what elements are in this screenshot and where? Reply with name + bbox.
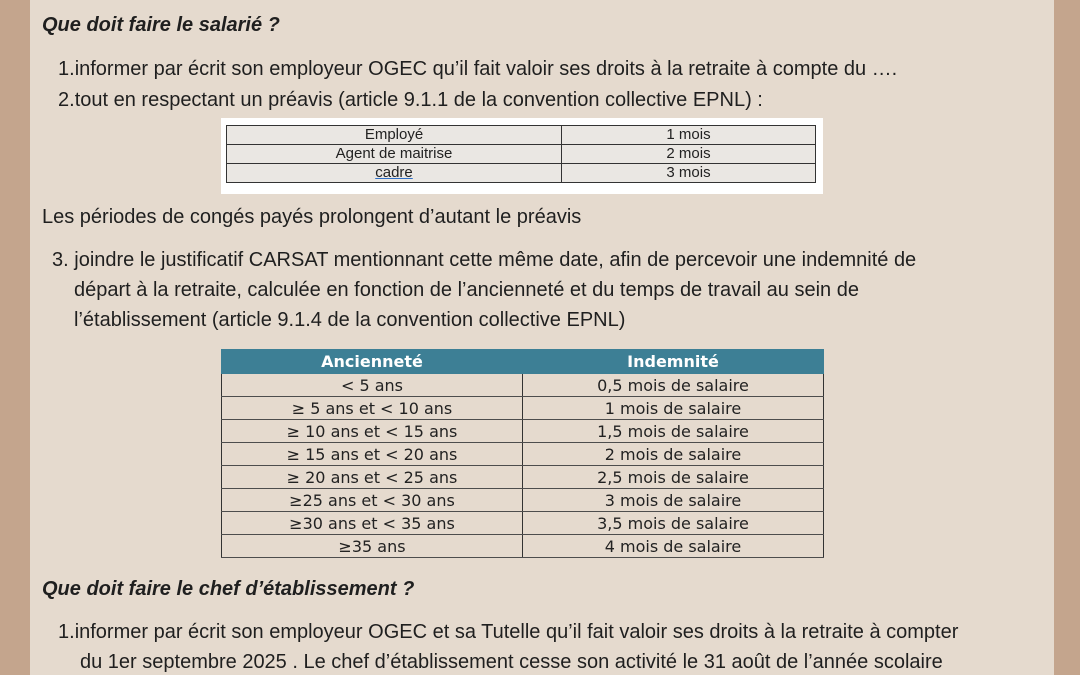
notice-table-container xyxy=(221,118,823,194)
section1-heading: Que doit faire le salarié ? xyxy=(42,14,280,36)
indemnity-cell: 3 mois de salaire xyxy=(523,489,824,512)
list-item-3-line-1 xyxy=(52,249,916,272)
list-item-3-text-1: joindre le justificatif CARSAT mentionnant cette même date, afin de percevoir une indemnité de xyxy=(74,249,917,271)
notice-table xyxy=(226,125,816,183)
indemnity-cell: 4 mois de salaire xyxy=(523,535,824,558)
table-row xyxy=(227,164,816,183)
list-item-1-text: informer par écrit son employeur OGEC qu’il fait valoir ses droits à la retraite à compte du …. xyxy=(74,58,898,80)
table-row xyxy=(222,397,824,420)
section2-item-1-text-1: informer par écrit son employeur OGEC et sa Tutelle qu’il fait valoir ses droits à la retraite à compter xyxy=(74,621,959,643)
indemnity-cell: 0,5 mois de salaire xyxy=(523,374,824,397)
list-item-2 xyxy=(58,89,763,112)
list-item-2-text: tout en respectant un préavis (article 9.1.1 de la convention collective EPNL) : xyxy=(74,89,763,111)
section2-item-1-line-1 xyxy=(58,621,958,644)
list-item-2-number: 2. xyxy=(58,89,75,111)
indemnity-cell: 1,5 mois de salaire xyxy=(523,420,824,443)
table-row xyxy=(222,489,824,512)
list-item-3-number: 3. xyxy=(52,249,69,271)
list-item-3-line-3: l’établissement (article 9.1.4 de la convention collective EPNL) xyxy=(74,309,626,331)
indemnity-cell: 2,5 mois de salaire xyxy=(523,466,824,489)
indemnity-cell: 3,5 mois de salaire xyxy=(523,512,824,535)
section2-heading: Que doit faire le chef d’établissement ? xyxy=(42,578,415,600)
indemnity-table xyxy=(221,349,824,558)
notice-category-link-text: cadre xyxy=(375,164,413,181)
notice-note: Les périodes de congés payés prolongent d’autant le préavis xyxy=(42,206,582,228)
notice-category-cell: Agent de maitrise xyxy=(227,145,562,164)
seniority-cell: ≥35 ans xyxy=(222,535,523,558)
list-item-1-number: 1. xyxy=(58,58,75,80)
seniority-cell: < 5 ans xyxy=(222,374,523,397)
indemnity-cell: 1 mois de salaire xyxy=(523,397,824,420)
header-seniority: Ancienneté xyxy=(222,350,523,374)
indemnity-cell: 2 mois de salaire xyxy=(523,443,824,466)
list-item-1 xyxy=(58,58,897,81)
notice-category-cell xyxy=(227,164,562,183)
table-row xyxy=(227,145,816,164)
seniority-cell: ≥ 15 ans et < 20 ans xyxy=(222,443,523,466)
list-item-3-line-2: départ à la retraite, calculée en fonction de l’ancienneté et du temps de travail au sein de xyxy=(74,279,859,301)
table-row xyxy=(222,512,824,535)
table-row xyxy=(222,374,824,397)
table-row xyxy=(227,126,816,145)
seniority-cell: ≥ 10 ans et < 15 ans xyxy=(222,420,523,443)
table-row xyxy=(222,466,824,489)
notice-duration-cell: 3 mois xyxy=(562,164,816,183)
table-row xyxy=(222,420,824,443)
header-indemnity: Indemnité xyxy=(523,350,824,374)
seniority-cell: ≥30 ans et < 35 ans xyxy=(222,512,523,535)
seniority-cell: ≥ 5 ans et < 10 ans xyxy=(222,397,523,420)
section2-item-1-line-2: du 1er septembre 2025 . Le chef d’établissement cesse son activité le 31 août de l’année scolaire xyxy=(80,651,943,673)
seniority-cell: ≥25 ans et < 30 ans xyxy=(222,489,523,512)
table-header-row xyxy=(222,350,824,374)
table-row xyxy=(222,443,824,466)
notice-duration-cell: 2 mois xyxy=(562,145,816,164)
document-page xyxy=(30,0,1054,675)
seniority-cell: ≥ 20 ans et < 25 ans xyxy=(222,466,523,489)
notice-duration-cell: 1 mois xyxy=(562,126,816,145)
section2-item-1-number: 1. xyxy=(58,621,75,643)
notice-category-cell: Employé xyxy=(227,126,562,145)
table-row xyxy=(222,535,824,558)
